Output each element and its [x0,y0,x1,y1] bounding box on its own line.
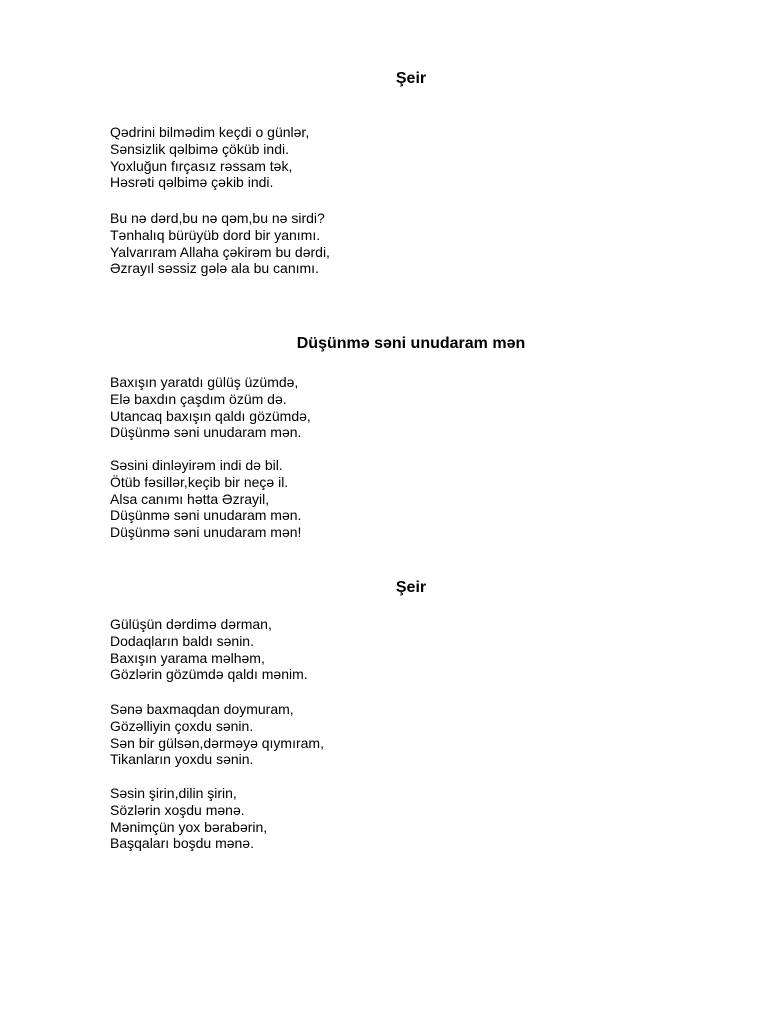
verse-line: Utancaq baxışın qaldı gözümdə, [110,407,311,424]
verse-line: Düşünmə səni unudaram mən. [110,507,302,524]
verse-line: Mənimçün yox bərabərin, [110,818,268,835]
stanza [110,124,309,191]
verse-line: Qədrini bilmədim keçdi o günlər, [110,124,310,140]
verse-line: Ötüb fəsillər,keçib bir neçə il. [110,473,289,490]
stanza [110,785,267,852]
stanza [110,701,324,768]
verse-line: Düşünmə səni unudaram mən. [110,424,302,441]
stanza [110,457,301,541]
verse-line: Səsini dinləyirəm indi də bil. [110,457,283,473]
verse-line: Sən bir gülsən,dərməyə qıymıram, [110,734,324,751]
poem-title: Şeir [395,579,427,596]
verse-line: Sənsizlik qəlbimə çöküb indi. [110,140,289,157]
verse-line: Bu nə dərd,bu nə qəm,bu nə sirdi? [110,210,325,226]
verse-line: Səsin şirin,dilin şirin, [110,785,237,801]
verse-line: Həsrəti qəlbimə çəkib indi. [110,174,274,191]
verse-line: Alsa canımı hətta Əzrayil, [110,490,270,507]
verse-line: Gözlərin gözümdə qaldı mənim. [110,666,308,683]
verse-line: Başqaları boşdu mənə. [110,835,254,852]
stanza [110,210,330,277]
poem-title: Şeir [395,70,427,87]
stanza [110,616,308,683]
verse-line: Sözlərin xoşdu mənə. [110,801,245,818]
stanza [110,374,311,441]
verse-line: Sənə baxmaqdan doymuram, [110,701,294,717]
verse-line: Dodaqların baldı sənin. [110,632,254,649]
verse-line: Yalvarıram Allaha çəkirəm bu dərdi, [110,243,330,260]
verse-line: Elə baxdın çaşdım özüm də. [110,390,287,407]
poem-title: Düşünmə səni unudaram mən [296,335,526,352]
verse-line: Əzrayıl səssiz gələ ala bu canımı. [110,260,319,277]
verse-line: Baxışın yaratdı gülüş üzümdə, [110,374,299,390]
verse-line: Tənhalıq bürüyüb dord bir yanımı. [110,226,321,243]
verse-line: Yoxluğun fırçasız rəssam tək, [110,157,293,174]
verse-line: Düşünmə səni unudaram mən! [110,524,302,541]
verse-line: Baxışın yarama məlhəm, [110,649,265,666]
verse-line: Gülüşün dərdimə dərman, [110,616,272,632]
verse-line: Gözəlliyin çoxdu sənin. [110,717,254,734]
verse-line: Tikanların yoxdu sənin. [110,751,254,768]
